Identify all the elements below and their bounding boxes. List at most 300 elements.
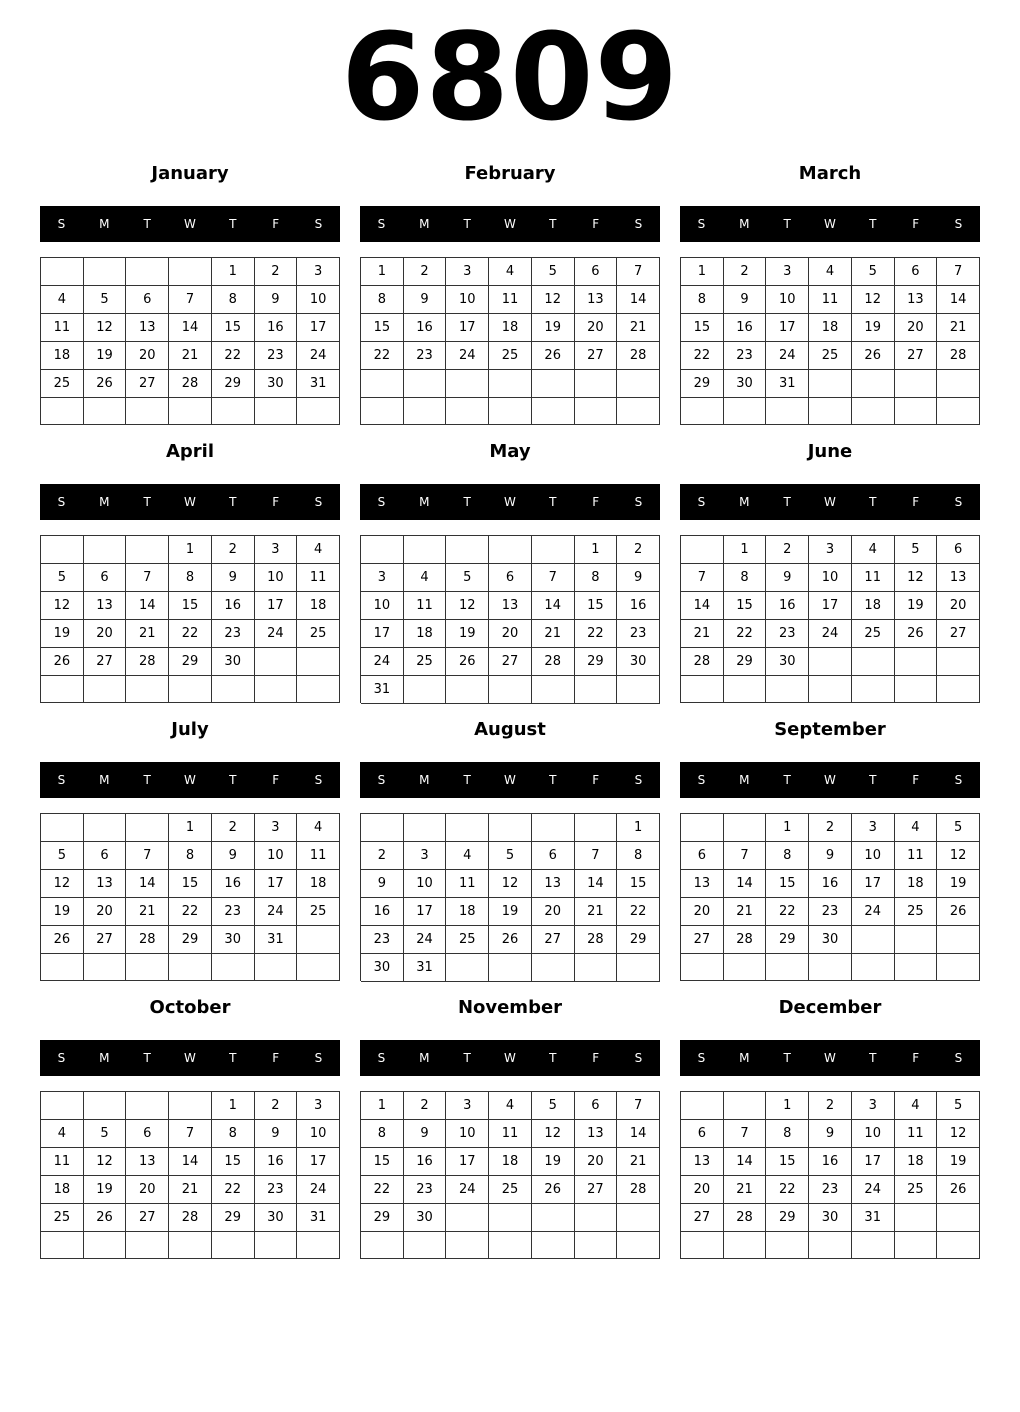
day-cell [41,398,84,425]
day-cell [895,1232,938,1259]
day-cell [489,1232,532,1259]
day-cell [41,1232,84,1259]
weekday-label: F [912,773,920,787]
day-cell: 28 [724,926,767,954]
month-name: April [165,441,215,462]
day-cell [852,398,895,425]
day-cell: 19 [446,620,489,648]
day-cell: 6 [575,1092,618,1120]
weekday-label: M [99,1051,110,1065]
day-cell: 7 [575,842,618,870]
day-cell: 19 [84,342,127,370]
day-cell: 27 [575,1176,618,1204]
day-cell: 10 [852,1120,895,1148]
day-cell: 3 [852,1092,895,1120]
day-cell [361,370,404,398]
day-cell: 4 [895,1092,938,1120]
day-cell: 2 [404,258,447,286]
weekday-label: W [824,495,836,509]
day-cell: 14 [575,870,618,898]
day-cell: 11 [895,842,938,870]
weekday-label: W [504,773,516,787]
day-cell: 16 [809,870,852,898]
day-cell: 16 [212,592,255,620]
day-cell: 13 [681,870,724,898]
weekday-label: S [314,1051,323,1065]
day-cell: 14 [126,870,169,898]
day-cell: 16 [724,314,767,342]
weekday-header [40,206,340,242]
day-cell [255,954,298,981]
weekday-label: S [697,773,706,787]
day-cell [297,648,340,676]
weekday-label: W [824,773,836,787]
day-cell: 26 [446,648,489,676]
day-cell: 23 [809,1176,852,1204]
day-cell: 16 [212,870,255,898]
day-cell [617,370,660,398]
day-cell [937,676,980,703]
weekday-label: F [272,217,280,231]
day-cell [126,1092,169,1120]
day-cell: 22 [766,898,809,926]
day-cell [361,1232,404,1259]
day-cell [852,926,895,954]
weekday-label: T [143,773,151,787]
day-cell [575,1204,618,1232]
weekday-label: S [314,217,323,231]
day-cell: 8 [681,286,724,314]
day-cell: 29 [212,370,255,398]
day-cell: 21 [724,1176,767,1204]
day-cell: 26 [937,898,980,926]
day-cell: 7 [126,564,169,592]
day-cell: 9 [766,564,809,592]
day-cell: 18 [895,870,938,898]
day-cell: 14 [169,314,212,342]
day-cell: 22 [169,898,212,926]
day-cell: 3 [446,258,489,286]
day-cell [937,926,980,954]
day-cell: 24 [852,898,895,926]
day-cell: 15 [724,592,767,620]
day-cell [852,648,895,676]
day-cell: 15 [212,314,255,342]
day-cell: 14 [126,592,169,620]
day-cell: 26 [895,620,938,648]
day-cell [724,1092,767,1120]
day-cell: 20 [681,1176,724,1204]
day-cell [297,926,340,954]
weekday-label: F [912,1051,920,1065]
day-cell [937,648,980,676]
day-cell: 5 [937,1092,980,1120]
day-cell [489,370,532,398]
day-cell [809,398,852,425]
day-cell: 11 [297,564,340,592]
day-cell [84,814,127,842]
weekday-label: T [143,217,151,231]
day-cell: 26 [852,342,895,370]
day-cell: 1 [575,536,618,564]
day-cell [489,814,532,842]
day-cell: 16 [404,314,447,342]
day-cell [575,954,618,982]
day-cell [446,1204,489,1232]
weekday-label: M [99,773,110,787]
day-cell: 1 [766,814,809,842]
day-cell: 6 [895,258,938,286]
day-cell [361,398,404,426]
day-cell: 14 [617,286,660,314]
day-cell [681,536,724,564]
day-cell [212,398,255,425]
day-grid [680,535,980,703]
day-cell: 1 [617,814,660,842]
day-cell: 13 [489,592,532,620]
day-cell: 22 [169,620,212,648]
day-cell: 15 [361,1148,404,1176]
day-cell: 12 [937,842,980,870]
day-cell: 19 [84,1176,127,1204]
day-cell [809,954,852,981]
day-cell: 9 [809,1120,852,1148]
day-cell: 21 [532,620,575,648]
day-cell: 13 [895,286,938,314]
day-cell [84,1232,127,1259]
weekday-label: T [549,1051,557,1065]
weekday-label: W [824,217,836,231]
weekday-label: W [184,1051,196,1065]
day-cell: 6 [126,286,169,314]
day-cell: 29 [617,926,660,954]
day-cell: 25 [404,648,447,676]
day-cell [852,370,895,398]
day-cell [169,398,212,425]
day-cell: 18 [446,898,489,926]
day-cell: 19 [489,898,532,926]
day-cell [126,954,169,981]
day-cell: 9 [255,286,298,314]
day-cell: 30 [255,1204,298,1232]
month-name: August [474,719,546,740]
day-cell: 23 [361,926,404,954]
day-cell: 4 [41,1120,84,1148]
day-cell [297,1232,340,1259]
day-cell [404,370,447,398]
weekday-label: T [783,773,791,787]
day-cell: 29 [724,648,767,676]
day-cell [724,954,767,981]
day-cell: 2 [617,536,660,564]
weekday-label: T [549,495,557,509]
day-cell: 17 [255,592,298,620]
weekday-label: F [592,773,600,787]
weekday-label: T [463,1051,471,1065]
day-cell [681,398,724,425]
day-cell: 19 [41,898,84,926]
day-cell [724,1232,767,1259]
day-grid [40,257,340,425]
day-cell: 26 [84,1204,127,1232]
day-cell [681,1232,724,1259]
day-cell: 17 [446,314,489,342]
weekday-label: M [419,217,430,231]
weekday-label: F [592,1051,600,1065]
weekday-label: S [314,773,323,787]
day-cell: 4 [489,258,532,286]
day-cell: 22 [575,620,618,648]
day-cell: 1 [169,814,212,842]
day-cell: 13 [937,564,980,592]
day-cell: 30 [766,648,809,676]
weekday-label: S [377,495,386,509]
day-cell: 2 [255,1092,298,1120]
day-cell: 24 [297,342,340,370]
day-cell: 16 [404,1148,447,1176]
day-cell [212,1232,255,1259]
day-cell: 18 [41,342,84,370]
day-cell [532,676,575,704]
day-cell: 22 [361,1176,404,1204]
day-cell: 13 [532,870,575,898]
weekday-label: M [739,773,750,787]
day-cell: 4 [297,814,340,842]
day-cell: 11 [297,842,340,870]
month-name: October [149,997,231,1018]
day-cell: 2 [212,814,255,842]
day-cell: 15 [681,314,724,342]
day-cell [489,954,532,982]
day-cell: 18 [809,314,852,342]
day-cell: 10 [297,286,340,314]
day-cell: 6 [532,842,575,870]
day-cell: 1 [361,1092,404,1120]
day-cell: 17 [809,592,852,620]
day-cell [446,1232,489,1259]
day-cell [852,676,895,703]
day-cell: 4 [489,1092,532,1120]
day-cell: 5 [446,564,489,592]
month-name: March [798,163,862,184]
day-cell: 25 [446,926,489,954]
day-cell: 25 [852,620,895,648]
day-cell [937,1204,980,1232]
day-cell: 17 [255,870,298,898]
weekday-label: S [314,495,323,509]
day-cell: 2 [809,814,852,842]
day-cell [446,370,489,398]
day-cell: 8 [724,564,767,592]
day-cell: 25 [297,898,340,926]
weekday-label: W [504,1051,516,1065]
day-cell [41,814,84,842]
day-cell: 10 [361,592,404,620]
day-cell: 5 [532,258,575,286]
weekday-label: M [739,1051,750,1065]
day-cell: 1 [681,258,724,286]
weekday-label: W [184,217,196,231]
day-cell [809,648,852,676]
day-cell: 28 [617,1176,660,1204]
day-cell: 25 [895,898,938,926]
day-cell [297,954,340,981]
day-cell: 12 [41,592,84,620]
day-cell: 6 [126,1120,169,1148]
day-cell: 24 [297,1176,340,1204]
day-cell [617,398,660,426]
weekday-label: T [463,495,471,509]
weekday-label: T [229,1051,237,1065]
day-cell: 5 [489,842,532,870]
day-cell: 21 [126,620,169,648]
day-cell: 20 [126,342,169,370]
day-cell: 4 [446,842,489,870]
month-name: January [151,163,229,184]
day-cell [84,676,127,703]
day-cell [84,398,127,425]
day-cell [895,676,938,703]
day-cell: 8 [766,842,809,870]
day-cell [937,954,980,981]
day-cell: 28 [575,926,618,954]
weekday-label: S [57,1051,66,1065]
day-cell: 27 [895,342,938,370]
day-cell: 18 [297,870,340,898]
weekday-label: M [419,773,430,787]
day-cell: 3 [404,842,447,870]
day-cell: 22 [681,342,724,370]
day-cell: 24 [809,620,852,648]
day-cell: 1 [212,1092,255,1120]
day-grid [360,1091,660,1259]
day-cell: 21 [617,314,660,342]
day-cell [809,370,852,398]
day-cell [212,676,255,703]
day-cell: 3 [297,1092,340,1120]
weekday-label: S [377,1051,386,1065]
day-cell: 26 [41,648,84,676]
day-cell: 10 [255,842,298,870]
weekday-header [360,1040,660,1076]
day-cell [446,954,489,982]
day-cell: 17 [852,1148,895,1176]
day-cell: 6 [489,564,532,592]
day-cell: 31 [361,676,404,704]
day-cell: 29 [212,1204,255,1232]
day-cell: 13 [84,870,127,898]
day-cell [895,1204,938,1232]
day-cell: 7 [724,842,767,870]
day-cell [489,536,532,564]
day-cell: 24 [446,342,489,370]
day-cell: 27 [937,620,980,648]
day-cell: 26 [937,1176,980,1204]
day-cell: 21 [724,898,767,926]
day-cell [84,954,127,981]
day-cell: 8 [169,564,212,592]
day-cell: 19 [532,314,575,342]
day-cell: 16 [255,1148,298,1176]
day-cell: 5 [852,258,895,286]
day-cell [489,1204,532,1232]
day-cell: 31 [404,954,447,982]
day-cell [84,258,127,286]
day-cell: 29 [575,648,618,676]
day-cell: 25 [809,342,852,370]
day-cell: 5 [41,564,84,592]
day-cell: 21 [169,1176,212,1204]
day-cell: 12 [937,1120,980,1148]
day-cell [169,1092,212,1120]
day-cell: 18 [852,592,895,620]
day-cell: 7 [724,1120,767,1148]
day-cell [255,648,298,676]
day-cell: 7 [681,564,724,592]
day-cell: 28 [169,370,212,398]
day-cell: 4 [895,814,938,842]
weekday-label: S [954,1051,963,1065]
day-cell: 16 [361,898,404,926]
day-cell: 29 [169,648,212,676]
day-cell [126,536,169,564]
day-cell [575,398,618,426]
day-cell [575,676,618,704]
day-cell [766,954,809,981]
day-cell: 17 [852,870,895,898]
day-cell: 24 [255,898,298,926]
day-cell: 10 [852,842,895,870]
weekday-header [680,206,980,242]
day-cell: 11 [489,286,532,314]
day-cell: 19 [532,1148,575,1176]
day-cell: 16 [255,314,298,342]
day-cell: 3 [766,258,809,286]
day-cell: 2 [724,258,767,286]
day-cell: 25 [489,1176,532,1204]
day-cell: 12 [895,564,938,592]
day-cell: 1 [169,536,212,564]
weekday-label: S [634,217,643,231]
day-cell: 21 [937,314,980,342]
day-grid [680,257,980,425]
day-cell [937,398,980,425]
day-cell: 8 [766,1120,809,1148]
day-cell: 17 [361,620,404,648]
day-cell: 20 [575,314,618,342]
day-cell [255,1232,298,1259]
day-cell [617,1204,660,1232]
weekday-label: S [57,495,66,509]
day-cell: 2 [361,842,404,870]
day-cell [937,1232,980,1259]
day-cell: 13 [575,286,618,314]
day-cell: 27 [84,648,127,676]
day-cell: 5 [895,536,938,564]
day-cell [809,676,852,703]
day-cell: 27 [681,926,724,954]
day-cell [489,398,532,426]
day-cell [126,1232,169,1259]
weekday-header [680,762,980,798]
day-cell: 17 [297,1148,340,1176]
day-cell: 8 [617,842,660,870]
day-cell: 29 [361,1204,404,1232]
day-cell: 8 [212,286,255,314]
day-cell [126,398,169,425]
day-cell: 28 [532,648,575,676]
day-cell: 22 [617,898,660,926]
